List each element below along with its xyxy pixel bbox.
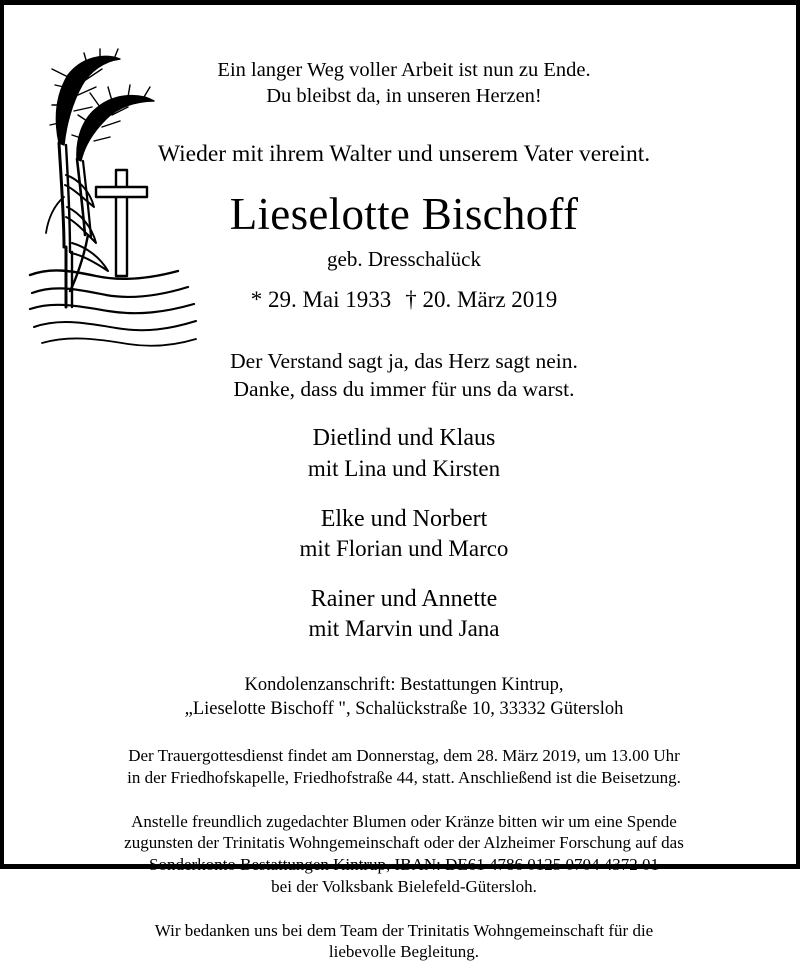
obituary-text-content xyxy=(4,5,804,963)
family-members: mit Lina und Kirsten xyxy=(307,456,501,482)
donation-iban-line: Sonderkonto Bestattungen Kintrup, IBAN: DE61 4786 0125 0704 4372 01 xyxy=(149,855,659,875)
condolence-address xyxy=(4,674,804,721)
family-parents: Rainer und Annette xyxy=(310,585,498,612)
thanks-note xyxy=(4,920,804,963)
funeral-service-info xyxy=(4,745,804,789)
maiden-name: geb. Dresschalück xyxy=(327,247,481,272)
thanks-line-1: Wir bedanken uns bei dem Team der Trinitatis Wohngemeinschaft für die xyxy=(154,920,654,940)
donation-line-1: Anstelle freundlich zugedachter Blumen oder Kränze bitten wir um eine Spende xyxy=(131,811,677,831)
verse-top xyxy=(4,57,804,109)
donation-bank-line: bei der Volksbank Bielefeld-Gütersloh. xyxy=(271,876,537,896)
verse-middle xyxy=(4,348,804,403)
death-date: † 20. März 2019 xyxy=(405,286,558,312)
service-line-1: Der Trauergottesdienst findet am Donnerstag, dem 28. März 2019, um 13.00 Uhr xyxy=(128,746,680,766)
thanks-line-2: liebevolle Begleitung. xyxy=(328,942,480,962)
family-group xyxy=(4,504,804,564)
service-line-2: in der Friedhofskapelle, Friedhofstraße 44, statt. Anschließend ist die Beisetzung. xyxy=(127,767,681,787)
family-parents: Dietlind und Klaus xyxy=(312,425,496,452)
life-dates xyxy=(4,285,804,314)
family-group xyxy=(4,584,804,644)
verse-top-line-2: Du bleibst da, in unseren Herzen! xyxy=(266,85,542,108)
family-members: mit Marvin und Jana xyxy=(308,616,500,642)
birth-date: * 29. Mai 1933 xyxy=(250,286,392,312)
family-group xyxy=(4,423,804,483)
verse-middle-line-1: Der Verstand sagt ja, das Herz sagt nein. xyxy=(230,349,578,374)
family-members: mit Florian und Marco xyxy=(299,536,509,562)
condolence-line-2: „Lieselotte Bischoff ", Schalückstraße 10, 33332 Gütersloh xyxy=(184,698,624,719)
deceased-name: Lieselotte Bischoff xyxy=(229,188,579,239)
donation-info xyxy=(4,811,804,898)
reunited-line: Wieder mit ihrem Walter und unserem Vater vereint. xyxy=(157,141,651,168)
verse-top-line-1: Ein langer Weg voller Arbeit ist nun zu Ende. xyxy=(217,59,591,81)
condolence-line-1: Kondolenzanschrift: Bestattungen Kintrup, xyxy=(244,674,564,695)
family-parents: Elke und Norbert xyxy=(320,505,488,532)
verse-middle-line-2: Danke, dass du immer für uns da warst. xyxy=(233,376,575,401)
donation-line-2: zugunsten der Trinitatis Wohngemeinschaft oder der Alzheimer Forschung auf das xyxy=(124,833,684,853)
